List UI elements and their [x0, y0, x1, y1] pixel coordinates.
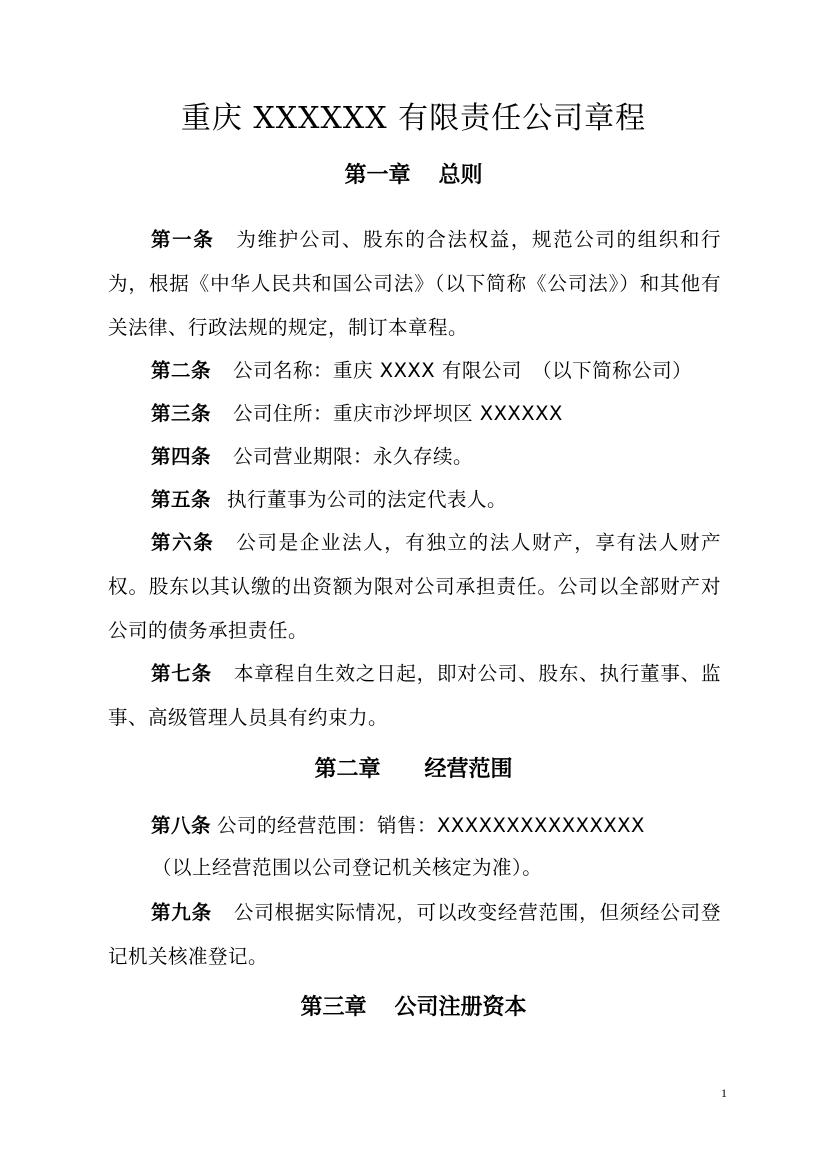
page-number: 1: [721, 1086, 727, 1100]
chapter-title: 经营范围: [424, 757, 513, 782]
article-text: 执行董事为公司的法定代表人。: [227, 488, 508, 511]
article-text: 公司根据实际情况，可以改变经营范围，但须经公司登记机关核准登记。: [108, 901, 721, 968]
article-label: 第一条: [151, 228, 215, 251]
chapter-title: 总则: [438, 163, 483, 188]
chapter-heading-1: [0, 160, 827, 192]
article-text: 公司营业期限：永久存续。: [233, 445, 474, 468]
article-label: 第九条: [151, 901, 212, 924]
article-9: [108, 891, 721, 979]
article-label: 第七条: [151, 662, 212, 685]
article-label: 第八条: [151, 814, 212, 837]
article-2: [108, 349, 721, 393]
article-label: 第三条: [151, 402, 212, 425]
article-8-note: （以上经营范围以公司登记机关核定为准）。: [152, 856, 543, 879]
chapter-heading-3: [0, 992, 827, 1024]
document-title: 重庆 XXXXXX 有限责任公司章程: [180, 101, 647, 136]
article-text: 为维护公司、股东的合法权益，规范公司的组织和行为，根据《中华人民共和国公司法》（以下简称《公司法》）和其他有关法律、行政法规的规定，制订本章程。: [108, 228, 721, 339]
article-1: [108, 218, 721, 350]
chapter-number: 第一章: [344, 163, 411, 188]
article-text: 公司名称：重庆 XXXX 有限公司 （以下简称公司）: [233, 359, 693, 382]
article-8: [108, 804, 721, 848]
article-label: 第六条: [151, 531, 215, 554]
article-text: 公司是企业法人，有独立的法人财产，享有法人财产权。股东以其认缴的出资额为限对公司承担责任。公司以全部财产对公司的债务承担责任。: [108, 531, 721, 642]
article-7: [108, 652, 721, 740]
chapter-title: 公司注册资本: [394, 995, 527, 1020]
article-6: [108, 521, 721, 653]
chapter-number: 第二章: [314, 757, 381, 782]
article-5: [108, 478, 721, 522]
article-4: [108, 435, 721, 479]
article-label: 第二条: [151, 359, 212, 382]
chapter-number: 第三章: [300, 995, 367, 1020]
chapter-heading-2: [0, 754, 827, 786]
article-3: [108, 392, 721, 436]
article-text: 本章程自生效之日起，即对公司、股东、执行董事、监事、高级管理人员具有约束力。: [108, 662, 721, 729]
article-label: 第四条: [151, 445, 212, 468]
article-text: 公司住所：重庆市沙坪坝区 XXXXXX: [233, 402, 563, 425]
article-text: 公司的经营范围：销售：XXXXXXXXXXXXXXX: [217, 814, 645, 837]
article-label: 第五条: [151, 488, 212, 511]
